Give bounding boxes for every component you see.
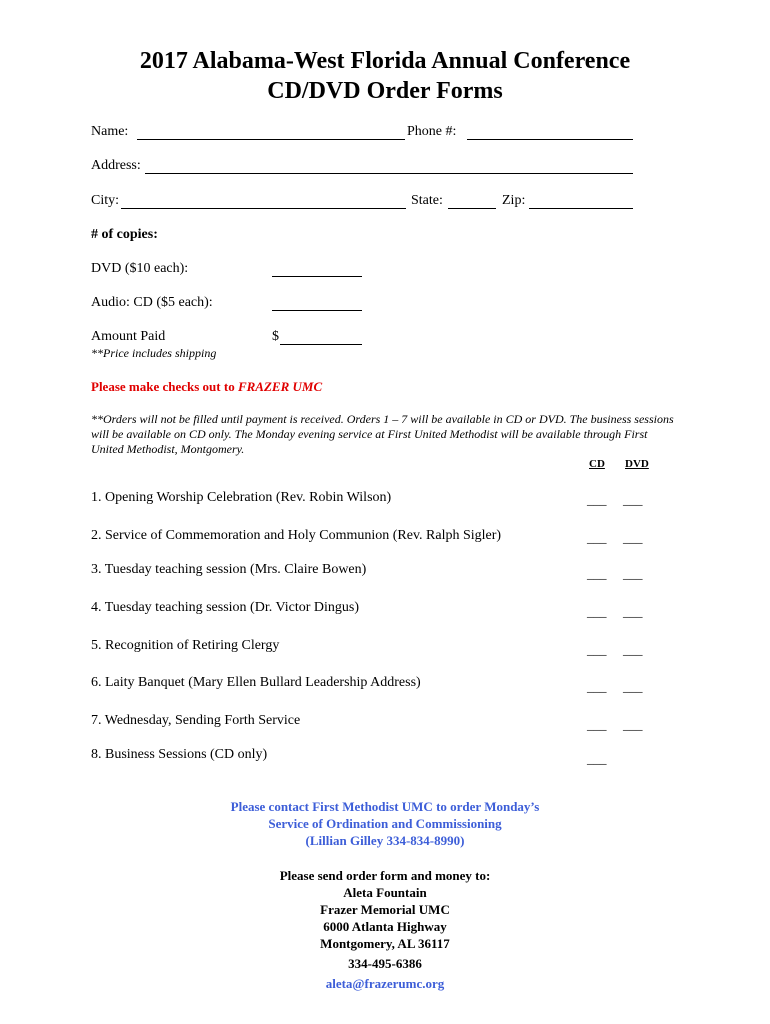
zip-label: Zip: xyxy=(502,193,526,208)
state-label: State: xyxy=(411,193,443,208)
cd-column-header: CD xyxy=(589,458,605,470)
order-item-6-dvd-blank[interactable]: ___ xyxy=(623,679,643,694)
monday-notice-line-1: Please contact First Methodist UMC to order Monday’s xyxy=(230,799,540,814)
order-item-7: 7. Wednesday, Sending Forth Service xyxy=(91,713,301,728)
state-field[interactable] xyxy=(448,208,496,209)
order-item-6-cd-blank[interactable]: ___ xyxy=(587,679,607,694)
order-item-7-dvd-blank[interactable]: ___ xyxy=(623,717,643,732)
amount-paid-label: Amount Paid xyxy=(91,329,166,344)
order-item-2: 2. Service of Commemoration and Holy Communion (Rev. Ralph Sigler) xyxy=(91,528,502,543)
order-item-2-cd-blank[interactable]: ___ xyxy=(587,530,607,545)
monday-notice-line-2: Service of Ordination and Commissioning xyxy=(268,816,502,831)
mail-to-org: Frazer Memorial UMC xyxy=(320,902,450,917)
cd-copies-field[interactable] xyxy=(272,310,362,311)
dvd-copies-field[interactable] xyxy=(272,276,362,277)
address-label: Address: xyxy=(91,158,141,173)
mail-to-name: Aleta Fountain xyxy=(343,885,427,900)
price-note: **Price includes shipping xyxy=(91,346,217,360)
mail-to-city: Montgomery, AL 36117 xyxy=(320,936,450,951)
page-title: 2017 Alabama-West Florida Annual Conference xyxy=(139,48,631,74)
mail-to-street: 6000 Atlanta Highway xyxy=(323,919,447,934)
zip-field[interactable] xyxy=(529,208,633,209)
phone-label: Phone #: xyxy=(407,124,457,139)
mail-to-email-link[interactable]: aleta@frazerumc.org xyxy=(325,976,445,991)
order-item-6: 6. Laity Banquet (Mary Ellen Bullard Leadership Address) xyxy=(91,675,421,690)
order-item-8-cd-blank[interactable]: ___ xyxy=(587,751,607,766)
order-item-8: 8. Business Sessions (CD only) xyxy=(91,747,268,762)
order-item-3-cd-blank[interactable]: ___ xyxy=(587,566,607,581)
order-item-2-dvd-blank[interactable]: ___ xyxy=(623,530,643,545)
order-item-4-cd-blank[interactable]: ___ xyxy=(587,604,607,619)
city-label: City: xyxy=(91,193,120,208)
dvd-column-header: DVD xyxy=(625,458,649,470)
order-item-1-cd-blank[interactable]: ___ xyxy=(587,492,607,507)
checks-payee: FRAZER UMC xyxy=(237,379,323,394)
monday-notice-line-3: (Lillian Gilley 334-834-8990) xyxy=(305,833,465,848)
order-item-7-cd-blank[interactable]: ___ xyxy=(587,717,607,732)
order-item-4-dvd-blank[interactable]: ___ xyxy=(623,604,643,619)
amount-paid-field[interactable] xyxy=(280,344,362,345)
page-subtitle: CD/DVD Order Forms xyxy=(267,78,503,104)
cd-copies-label: Audio: CD ($5 each): xyxy=(91,295,213,310)
checks-prefix: Please make checks out to xyxy=(91,379,238,394)
name-field[interactable] xyxy=(137,139,405,140)
order-notes: **Orders will not be filled until payment is received. Orders 1 – 7 will be available in CD or DVD. The business sessions will be available on CD only. The Monday evening service at First United Methodist will be available through First United Methodist, Montgomery. xyxy=(91,412,674,456)
order-item-3: 3. Tuesday teaching session (Mrs. Claire Bowen) xyxy=(91,562,367,577)
name-label: Name: xyxy=(91,124,129,139)
order-item-1-dvd-blank[interactable]: ___ xyxy=(623,492,643,507)
mail-to-heading: Please send order form and money to: xyxy=(279,868,491,883)
phone-field[interactable] xyxy=(467,139,633,140)
order-item-5-dvd-blank[interactable]: ___ xyxy=(623,642,643,657)
order-item-4: 4. Tuesday teaching session (Dr. Victor Dingus) xyxy=(91,600,359,615)
dvd-copies-label: DVD ($10 each): xyxy=(91,261,189,276)
order-item-5: 5. Recognition of Retiring Clergy xyxy=(91,638,280,653)
copies-heading: # of copies: xyxy=(91,227,158,242)
address-field[interactable] xyxy=(145,173,633,174)
order-item-1: 1. Opening Worship Celebration (Rev. Robin Wilson) xyxy=(91,490,392,505)
checks-payable-note xyxy=(91,379,322,395)
mail-to-phone: 334-495-6386 xyxy=(348,956,422,971)
amount-currency-symbol: $ xyxy=(272,329,279,344)
order-item-5-cd-blank[interactable]: ___ xyxy=(587,642,607,657)
order-item-3-dvd-blank[interactable]: ___ xyxy=(623,566,643,581)
city-field[interactable] xyxy=(121,208,406,209)
